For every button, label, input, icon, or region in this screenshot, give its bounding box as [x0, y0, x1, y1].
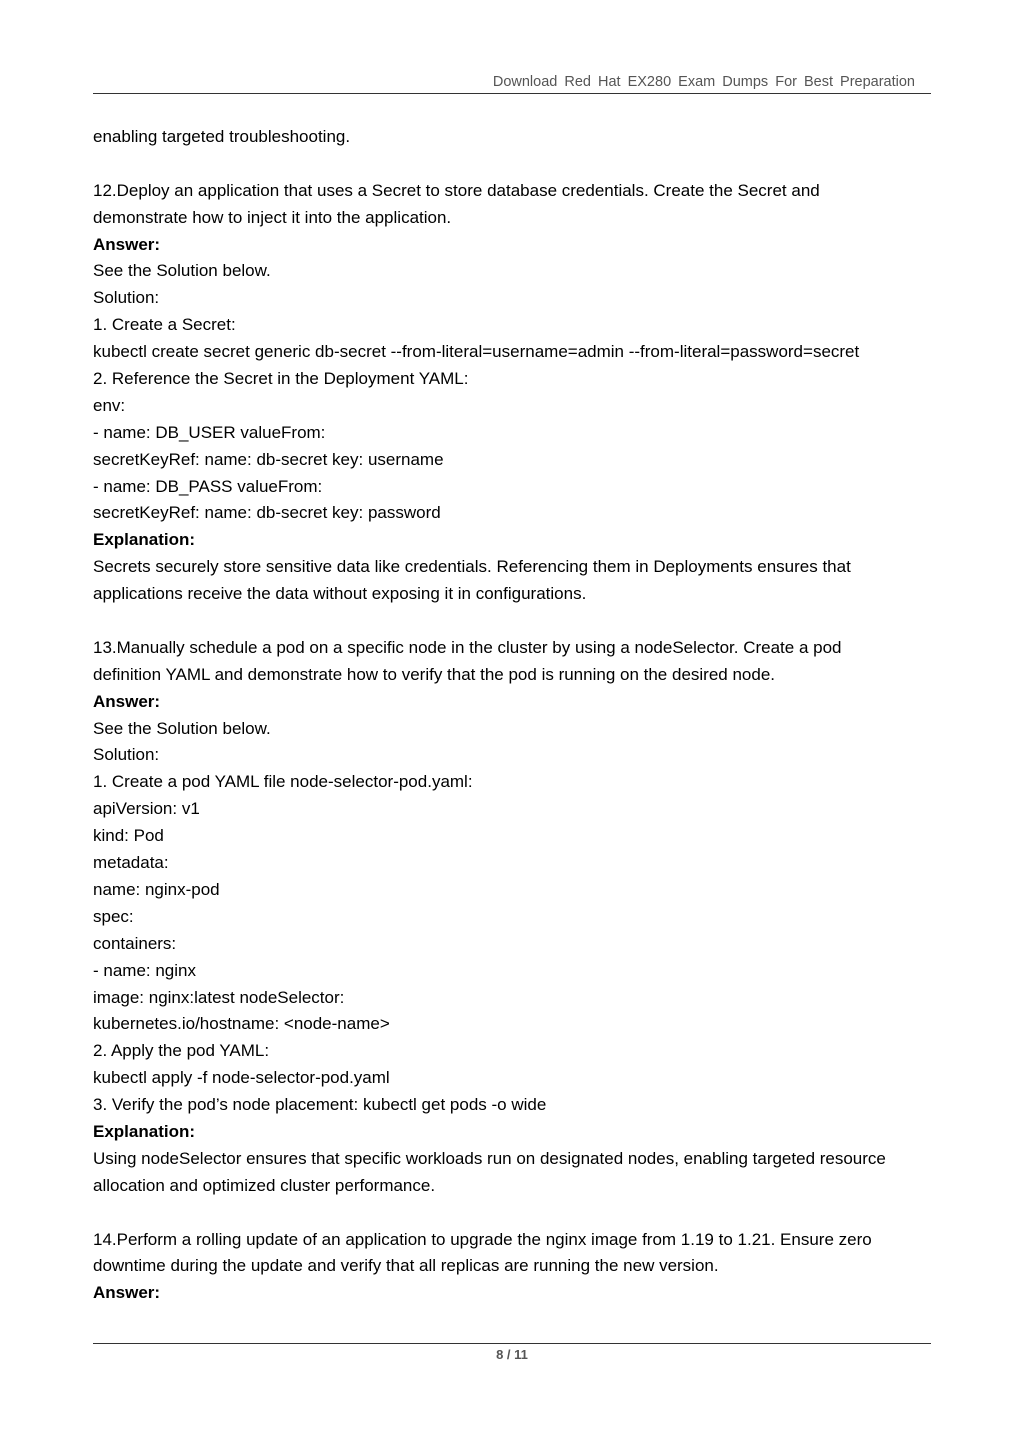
body-text-line: 1. Create a Secret:	[93, 315, 236, 335]
body-text-line: See the Solution below.	[93, 261, 271, 281]
body-text-line: kind: Pod	[93, 826, 164, 846]
body-text-line: definition YAML and demonstrate how to verify that the pod is running on the desired node.	[93, 664, 776, 684]
body-text-line: 12.Deploy an application that uses a Secret to store database credentials. Create the Secret and	[93, 180, 820, 200]
body-text-line: See the Solution below.	[93, 718, 271, 738]
header-divider	[93, 93, 931, 94]
body-text-line: enabling targeted troubleshooting.	[93, 127, 351, 146]
blank-line	[93, 608, 938, 635]
body-text-line: Solution:	[93, 288, 160, 308]
section-label: Explanation:	[93, 1121, 196, 1141]
body-text-line: secretKeyRef: name: db-secret key: username	[93, 449, 444, 469]
body-text-line: allocation and optimized cluster performance.	[93, 1175, 436, 1195]
body-text-line: - name: DB_PASS valueFrom:	[93, 476, 323, 496]
body-text-line: 13.Manually schedule a pod on a specific node in the cluster by using a nodeSelector. Create a pod	[93, 637, 842, 657]
body-text-line: 3. Verify the pod’s node placement: kubectl get pods -o wide	[93, 1095, 547, 1115]
body-text-line: Using nodeSelector ensures that specific workloads run on designated nodes, enabling targeted resource	[93, 1148, 886, 1168]
body-text-line: secretKeyRef: name: db-secret key: password	[93, 503, 441, 523]
blank-line	[93, 1200, 938, 1227]
body-text-line: 1. Create a pod YAML file node-selector-pod.yaml:	[93, 772, 473, 792]
body-text-line: kubectl create secret generic db-secret --from-literal=username=admin --from-literal=password=secret	[93, 342, 860, 362]
body-text-line: applications receive the data without exposing it in configurations.	[93, 584, 587, 604]
body-text-line: apiVersion: v1	[93, 799, 200, 819]
body-text-line: name: nginx-pod	[93, 879, 220, 899]
body-text-line: Secrets securely store sensitive data like credentials. Referencing them in Deployments ensures that	[93, 557, 851, 577]
body-text-line: - name: DB_USER valueFrom:	[93, 422, 326, 442]
body-text-line: 2. Reference the Secret in the Deployment YAML:	[93, 369, 469, 389]
body-text-line: downtime during the update and verify that all replicas are running the new version.	[93, 1256, 719, 1276]
body-text-line: 14.Perform a rolling update of an application to upgrade the nginx image from 1.19 to 1.21. Ensure zero	[93, 1229, 872, 1249]
body-text-line: kubectl apply -f node-selector-pod.yaml	[93, 1068, 390, 1088]
section-label: Answer:	[93, 691, 161, 711]
body-text-line: image: nginx:latest nodeSelector:	[93, 987, 345, 1007]
body-text-line: kubernetes.io/hostname: <node-name>	[93, 1014, 390, 1034]
body-text-line: spec:	[93, 906, 134, 926]
blank-line	[93, 151, 938, 178]
body-text-line: - name: nginx	[93, 960, 196, 980]
page-number: 8 / 11	[496, 1347, 528, 1362]
section-label: Answer:	[93, 234, 161, 254]
body-text-line: 2. Apply the pod YAML:	[93, 1041, 270, 1061]
footer-divider	[93, 1343, 931, 1344]
section-label: Explanation:	[93, 530, 196, 550]
body-text-line: env:	[93, 395, 126, 415]
body-text-line: demonstrate how to inject it into the application.	[93, 207, 452, 227]
body-text-line: containers:	[93, 933, 177, 953]
page-header-title: Download Red Hat EX280 Exam Dumps For Best Preparation	[492, 74, 915, 90]
document-body	[93, 124, 938, 1307]
body-text-line: metadata:	[93, 853, 169, 873]
body-text-line: Solution:	[93, 745, 160, 765]
section-label: Answer:	[93, 1283, 161, 1303]
